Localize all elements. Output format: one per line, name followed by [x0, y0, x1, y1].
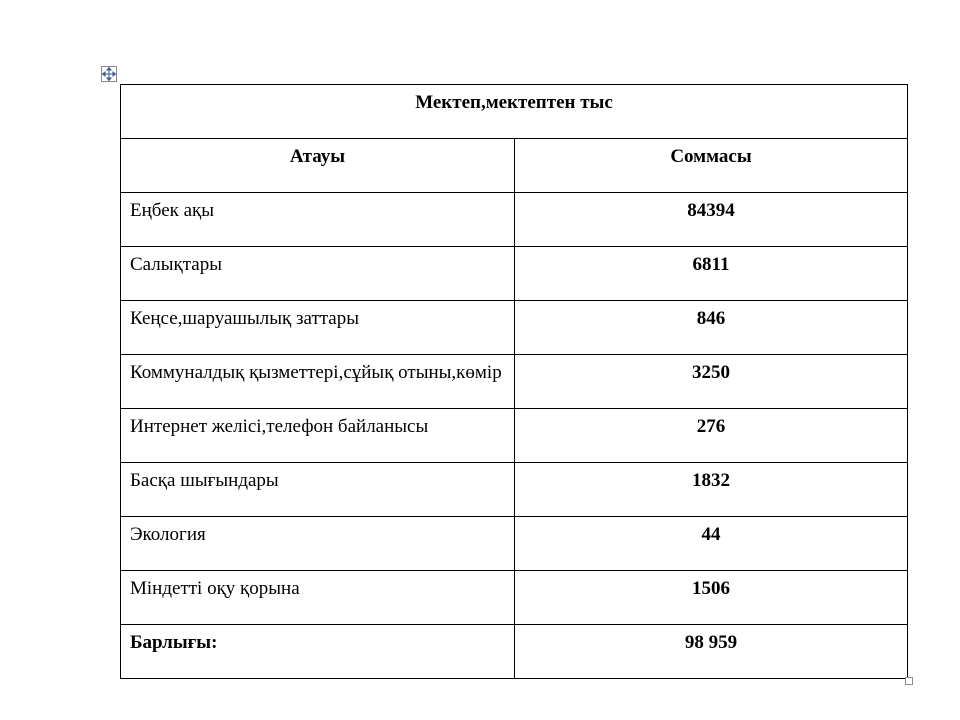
- row-amount: 846: [515, 301, 908, 355]
- table-row: [121, 517, 908, 571]
- total-label: Барлығы:: [121, 625, 515, 679]
- table-row: [121, 409, 908, 463]
- table-row: [121, 301, 908, 355]
- table-row: [121, 355, 908, 409]
- row-name: Интернет желісі,телефон байланысы: [121, 409, 515, 463]
- row-amount: 6811: [515, 247, 908, 301]
- row-amount: 3250: [515, 355, 908, 409]
- row-amount: 84394: [515, 193, 908, 247]
- row-name: Экология: [121, 517, 515, 571]
- row-name: Еңбек ақы: [121, 193, 515, 247]
- row-name: Міндетті оқу қорына: [121, 571, 515, 625]
- header-name: Атауы: [121, 139, 515, 193]
- row-amount: 44: [515, 517, 908, 571]
- table-total-row: [121, 625, 908, 679]
- table-move-handle-icon[interactable]: [101, 66, 117, 82]
- table-header-row: [121, 139, 908, 193]
- budget-table: [120, 84, 908, 679]
- move-arrows-icon: [102, 67, 116, 81]
- total-amount: 98 959: [515, 625, 908, 679]
- table-row: [121, 571, 908, 625]
- table-row: [121, 193, 908, 247]
- row-name: Коммуналдық қызметтері,сұйық отыны,көмір: [121, 355, 515, 409]
- table-resize-handle-icon[interactable]: [905, 677, 913, 685]
- table-title-row: [121, 85, 908, 139]
- table-title: Мектеп,мектептен тыс: [121, 85, 908, 139]
- row-amount: 1832: [515, 463, 908, 517]
- table-row: [121, 463, 908, 517]
- row-name: Салықтары: [121, 247, 515, 301]
- row-name: Кеңсе,шаруашылық заттары: [121, 301, 515, 355]
- row-amount: 1506: [515, 571, 908, 625]
- row-name: Басқа шығындары: [121, 463, 515, 517]
- table-row: [121, 247, 908, 301]
- row-amount: 276: [515, 409, 908, 463]
- header-amount: Соммасы: [515, 139, 908, 193]
